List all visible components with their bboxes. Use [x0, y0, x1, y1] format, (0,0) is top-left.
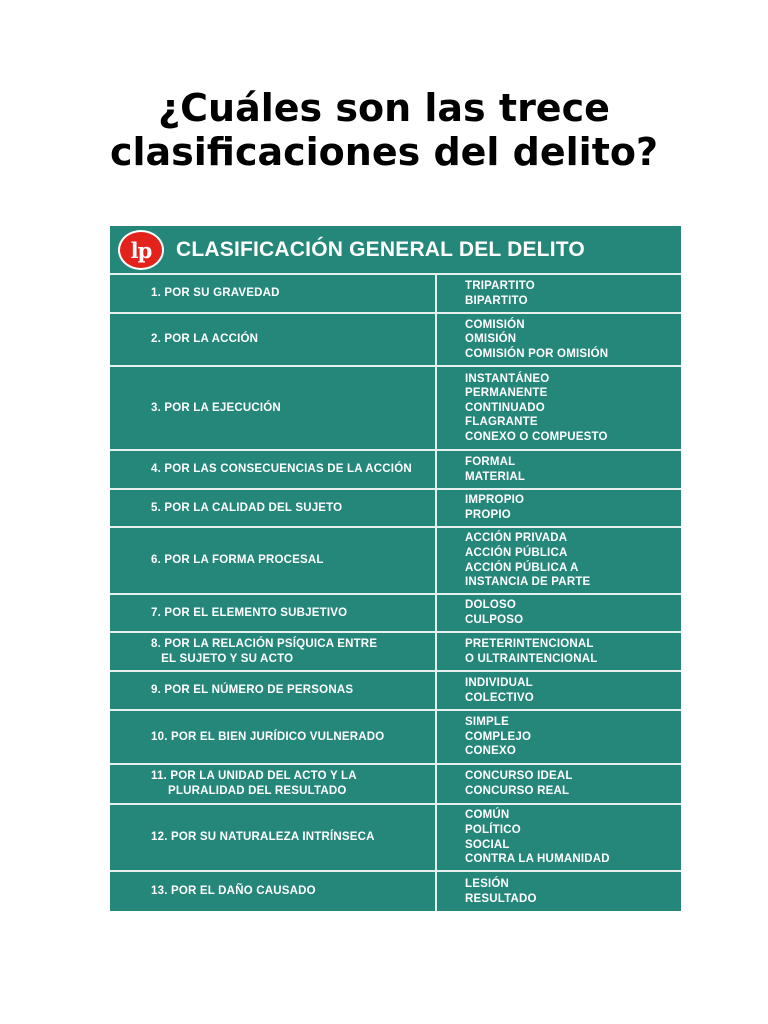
type-item: OMISIÓN: [465, 333, 517, 346]
type-item: SIMPLE: [465, 716, 510, 729]
category-label: 13. POR EL DAÑO CAUSADO: [110, 872, 437, 911]
type-item: RESULTADO: [465, 892, 537, 905]
type-item: CONTRA LA HUMANIDAD: [465, 853, 610, 866]
type-list: [437, 805, 681, 870]
type-list: [437, 367, 681, 449]
category-label: 10. POR EL BIEN JURÍDICO VULNERADO: [110, 711, 437, 763]
type-item: INSTANTÁNEO: [465, 372, 550, 385]
page-title: ¿Cuáles son las trece clasificaciones del delito?: [109, 86, 659, 174]
type-list: [437, 872, 681, 911]
classification-row: [110, 275, 681, 314]
type-item: COMISIÓN POR OMISIÓN: [465, 347, 609, 360]
classification-row: [110, 633, 681, 672]
type-item: COMPLEJO: [465, 730, 532, 743]
type-item: CONEXO O COMPUESTO: [465, 430, 608, 443]
classification-row: [110, 314, 681, 367]
type-item: CONEXO: [465, 745, 517, 758]
type-item: MATERIAL: [465, 470, 526, 483]
classification-row: [110, 805, 681, 872]
type-list: [437, 314, 681, 365]
classification-row: [110, 451, 681, 490]
category-label: 5. POR LA CALIDAD DEL SUJETO: [110, 490, 437, 526]
type-list: [437, 672, 681, 709]
infographic-title: CLASIFICACIÓN GENERAL DEL DELITO: [176, 237, 585, 261]
category-label: 6. POR LA FORMA PROCESAL: [110, 528, 437, 593]
type-item: SOCIAL: [465, 838, 510, 851]
type-item: DOLOSO: [465, 599, 517, 612]
type-list: [437, 275, 681, 312]
type-item: CONCURSO REAL: [465, 785, 570, 797]
category-label: 11. POR LA UNIDAD DEL ACTO Y LA PLURALIDAD DEL RESULTADO: [110, 765, 437, 803]
type-item: ACCIÓN PÚBLICA A: [465, 561, 579, 574]
category-label: 1. POR SU GRAVEDAD: [110, 275, 437, 312]
type-item: BIPARTITO: [465, 294, 528, 307]
type-item: CONTINUADO: [465, 401, 545, 414]
type-list: [437, 490, 681, 526]
category-label: 7. POR EL ELEMENTO SUBJETIVO: [110, 595, 437, 631]
type-item: TRIPARTITO: [465, 279, 535, 292]
category-label: 3. POR LA EJECUCIÓN: [110, 367, 437, 449]
type-item: POLÍTICO: [465, 823, 521, 836]
infographic-header: [110, 226, 681, 275]
type-item: PROPIO: [465, 509, 511, 521]
type-item: FORMAL: [465, 455, 516, 468]
type-item: COMISIÓN: [465, 318, 525, 331]
classification-row: [110, 490, 681, 528]
type-item: INDIVIDUAL: [465, 676, 533, 689]
category-label: 4. POR LAS CONSECUENCIAS DE LA ACCIÓN: [110, 451, 437, 488]
classification-infographic: [110, 226, 681, 911]
type-item: FLAGRANTE: [465, 416, 538, 429]
category-label: 2. POR LA ACCIÓN: [110, 314, 437, 365]
type-list: [437, 451, 681, 488]
type-list: [437, 528, 681, 593]
type-item: COLECTIVO: [465, 691, 534, 704]
type-item: CULPOSO: [465, 614, 524, 626]
category-label: 12. POR SU NATURALEZA INTRÍNSECA: [110, 805, 437, 870]
type-list: [437, 765, 681, 803]
classification-row: [110, 765, 681, 805]
type-item: COMÚN: [465, 809, 510, 822]
classification-row: [110, 672, 681, 711]
type-item: CONCURSO IDEAL: [465, 770, 573, 783]
type-list: [437, 711, 681, 763]
type-item: ACCIÓN PÚBLICA: [465, 546, 568, 559]
classification-row: [110, 595, 681, 633]
lp-logo: lp: [118, 230, 164, 270]
type-item: PERMANENTE: [465, 387, 548, 400]
type-item: INSTANCIA DE PARTE: [465, 576, 591, 589]
category-label: 9. POR EL NÚMERO DE PERSONAS: [110, 672, 437, 709]
type-item: O ULTRAINTENCIONAL: [465, 652, 598, 665]
type-list: [437, 595, 681, 631]
classification-row: [110, 711, 681, 765]
type-item: ACCIÓN PRIVADA: [465, 532, 568, 545]
type-item: LESIÓN: [465, 877, 510, 890]
classification-row: [110, 528, 681, 595]
classification-row: [110, 872, 681, 911]
type-item: PRETERINTENCIONAL: [465, 637, 594, 650]
category-label: 8. POR LA RELACIÓN PSÍQUICA ENTRE EL SUJETO Y SU ACTO: [110, 633, 437, 670]
type-item: IMPROPIO: [465, 494, 525, 507]
classification-row: [110, 367, 681, 451]
type-list: [437, 633, 681, 670]
